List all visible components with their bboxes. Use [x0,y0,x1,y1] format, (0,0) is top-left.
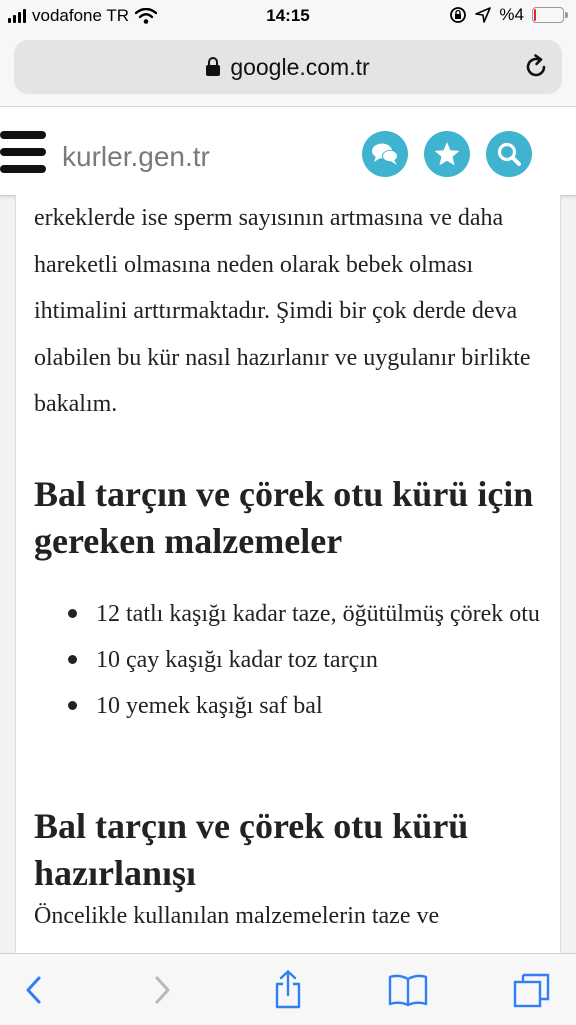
status-right [449,5,564,25]
intro-paragraph: erkeklerde ise sperm sayısının artmasına ve daha hareketli olmasına neden olarak bebek olması ihtimalini arttırmaktadır. Şimdi bir çok derde deva olabilen bu kür nasıl hazırlanır ve uygulanır birlikte bakalım. [34,205,531,417]
search-icon [495,140,523,168]
bookmarks-button[interactable] [386,970,430,1010]
comments-icon [370,141,400,167]
back-icon [24,975,44,1005]
url-display[interactable] [14,54,562,81]
location-icon [475,7,491,23]
orientation-lock-icon [449,6,467,24]
site-header [0,107,576,196]
ingredients-list [34,591,544,729]
site-name[interactable]: kurler.gen.tr [62,141,210,172]
list-item: 10 yemek kaşığı saf bal [34,683,544,729]
carrier-name: vodafone TR [32,6,130,25]
reload-icon[interactable] [522,53,550,81]
share-button[interactable] [266,970,310,1010]
forward-icon [152,975,172,1005]
forward-button[interactable] [140,970,184,1010]
bookmarks-icon [387,973,429,1007]
battery-icon [532,7,564,23]
preparation-paragraph: Öncelikle kullanılan malzemelerin taze ve [34,903,440,929]
preparation-heading: Bal tarçın ve çörek otu kürü hazırlanışı [34,806,469,893]
status-time: 14:15 [266,6,310,25]
battery-percent: %4 [499,5,524,24]
back-button[interactable] [12,970,56,1010]
list-item: 10 çay kaşığı kadar toz tarçın [34,637,544,683]
list-item: 12 tatlı kaşığı kadar taze, öğütülmüş çörek otu [34,591,544,637]
comments-button[interactable] [362,131,408,177]
menu-icon[interactable] [0,131,46,179]
tabs-button[interactable] [510,970,554,1010]
address-bar[interactable] [14,40,562,94]
article-content [15,195,561,953]
search-button[interactable] [486,131,532,177]
browser-address-area [0,34,576,107]
browser-toolbar [0,953,576,1025]
favorites-button[interactable] [424,131,470,177]
tabs-icon [512,971,552,1009]
ingredients-heading: Bal tarçın ve çörek otu kürü için gereken malzemeler [34,474,534,561]
star-icon [433,140,461,168]
status-bar [0,0,576,34]
share-icon [272,970,304,1010]
lock-icon [206,65,220,76]
url-text: google.com.tr [230,54,370,80]
